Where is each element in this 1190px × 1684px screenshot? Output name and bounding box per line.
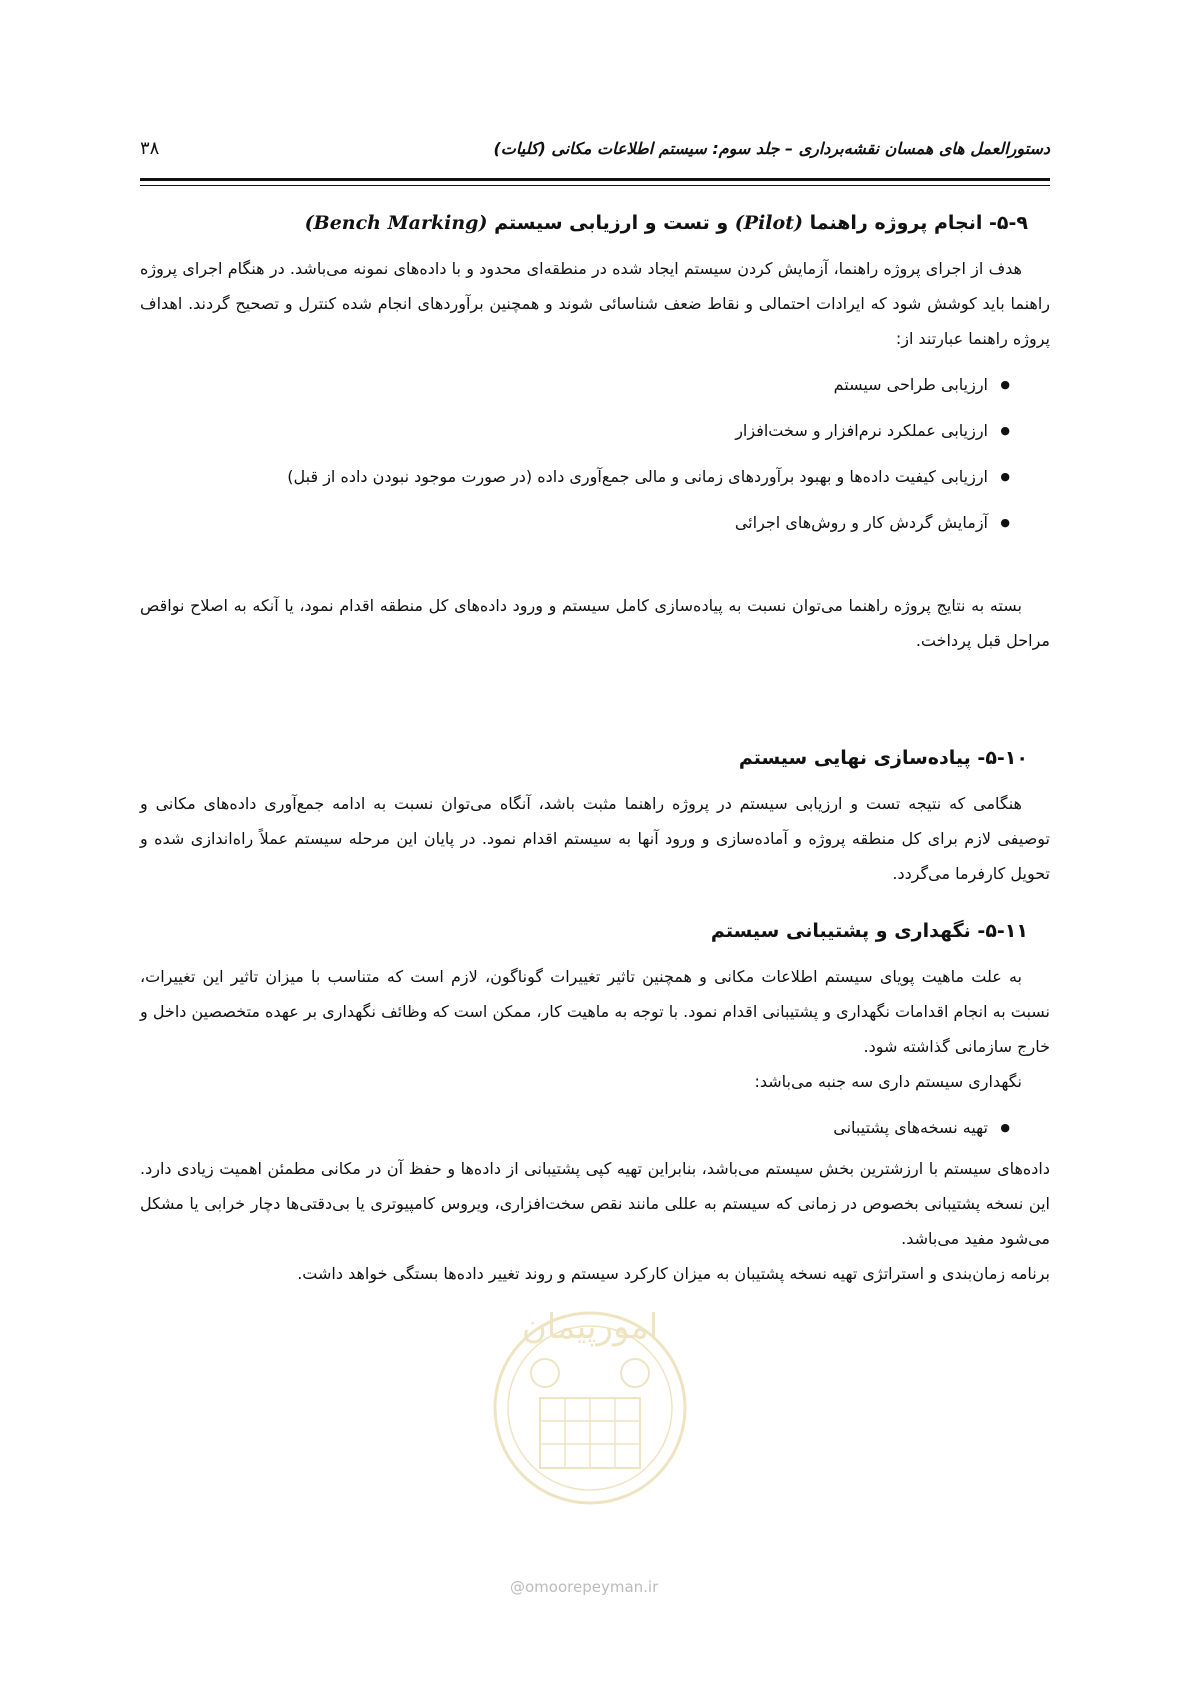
watermark-url: @omoorepeyman.ir xyxy=(510,1578,659,1596)
spacer xyxy=(140,658,1050,740)
section-11-paragraph-1: به علت ماهیت پویای سیستم اطلاعات مکانی و همچنین تاثیر تغییرات گوناگون، لازم است که متناسب با میزان تاثیر این تغییرات، نسبت به انجام اقدامات نگهداری و پشتیبانی اقدام نمود. با توجه به ماهیت کار، ممکن است که وظائف نگهداری بر عهده متخصصین داخل و خارج سازمانی گذاشته شود. xyxy=(140,967,1050,1056)
header-rule-thin xyxy=(140,185,1050,186)
section-9-heading xyxy=(140,205,1050,241)
section-9-heading-prefix: ۵-۹- انجام پروژه راهنما xyxy=(809,212,1028,234)
list-item: ● ارزیابی عملکرد نرم‌افزار و سخت‌افزار xyxy=(140,408,1010,454)
section-11-heading: ۵-۱۱- نگهداری و پشتیبانی سیستم xyxy=(710,920,1028,942)
section-9-heading-bench: (Bench Marking) xyxy=(304,212,488,234)
header-title: دستورالعمل های همسان نقشه‌برداری – جلد سوم: سیستم اطلاعات مکانی (کلیات) xyxy=(493,138,1050,158)
list-item: ● آزمایش گردش کار و روش‌های اجرائی xyxy=(140,500,1010,546)
section-11-paragraph-3: داده‌های سیستم با ارزشترین بخش سیستم می‌باشد، بنابراین تهیه کپی پشتیبانی از داده‌ها و حفظ آن در مکانی مطمئن اهمیت زیادی دارد. این نسخه پشتیبانی بخصوص در زمانی که سیستم به عللی مانند نقص سخت‌افزاری، ویروس کامپیوتری یا بی‌دقتی‌ها دچار خرابی یا مشکل می‌شود مفید می‌باشد. xyxy=(140,1159,1050,1248)
section-9-paragraph-1: هدف از اجرای پروژه راهنما، آزمایش کردن سیستم ایجاد شده در منطقه‌ای محدود و با داده‌های نمونه می‌باشد. در هنگام اجرای پروژه راهنما باید کوشش شود که ایرادات احتمالی و نقاط ضعف شناسائی شوند و همچنین برآوردهای انجام شده کنترل و تصحیح گردند. اهداف پروژه راهنما عبارتند از: xyxy=(140,259,1050,348)
section-9-heading-mid: و تست و ارزیابی سیستم xyxy=(487,212,735,234)
section-11-paragraph-4: برنامه زمان‌بندی و استراتژی تهیه نسخه پشتیبان به میزان کارکرد سیستم و روند تغییر داده‌ها بستگی خواهد داشت. xyxy=(297,1264,1050,1283)
header-rule xyxy=(140,178,1050,181)
section-9-heading-pilot: (Pilot) xyxy=(734,212,803,234)
page-header xyxy=(140,128,1050,168)
section-9-objectives-list xyxy=(140,362,1050,546)
page-number: ۳۸ xyxy=(140,137,160,159)
list-item: ● تهیه نسخه‌های پشتیبانی xyxy=(140,1105,1010,1151)
section-10-heading: ۵-۱۰- پیاده‌سازی نهایی سیستم xyxy=(738,747,1028,769)
section-10-paragraph-1: هنگامی که نتیجه تست و ارزیابی سیستم در پروژه راهنما مثبت باشد، آنگاه می‌توان نسبت به ادامه جمع‌آوری داده‌های مکانی و توصیفی لازم برای کل منطقه پروژه و آماده‌سازی و ورود آنها به سیستم اقدام نمود. در پایان این مرحله سیستم عملاً راه‌اندازی شده و تحویل کارفرما می‌گردد. xyxy=(140,794,1050,883)
list-item: ● ارزیابی کیفیت داده‌ها و بهبود برآوردهای زمانی و مالی جمع‌آوری داده (در صورت موجود نبودن داده از قبل) xyxy=(140,454,1010,500)
list-item: ● ارزیابی طراحی سیستم xyxy=(140,362,1010,408)
spacer xyxy=(140,546,1050,588)
section-11-paragraph-2: نگهداری سیستم داری سه جنبه می‌باشد: xyxy=(754,1072,1022,1091)
watermark-logo xyxy=(485,1258,695,1528)
page-body xyxy=(140,205,1050,1291)
section-9-paragraph-2: بسته به نتایج پروژه راهنما می‌توان نسبت به پیاده‌سازی کامل سیستم و ورود داده‌های کل منطقه اقدام نمود، یا آنکه به اصلاح نواقص مراحل قبل پرداخت. xyxy=(140,596,1050,650)
watermark-text: امورپیمان xyxy=(521,1307,659,1347)
spacer xyxy=(140,891,1050,913)
section-11-aspects-list xyxy=(140,1105,1050,1151)
